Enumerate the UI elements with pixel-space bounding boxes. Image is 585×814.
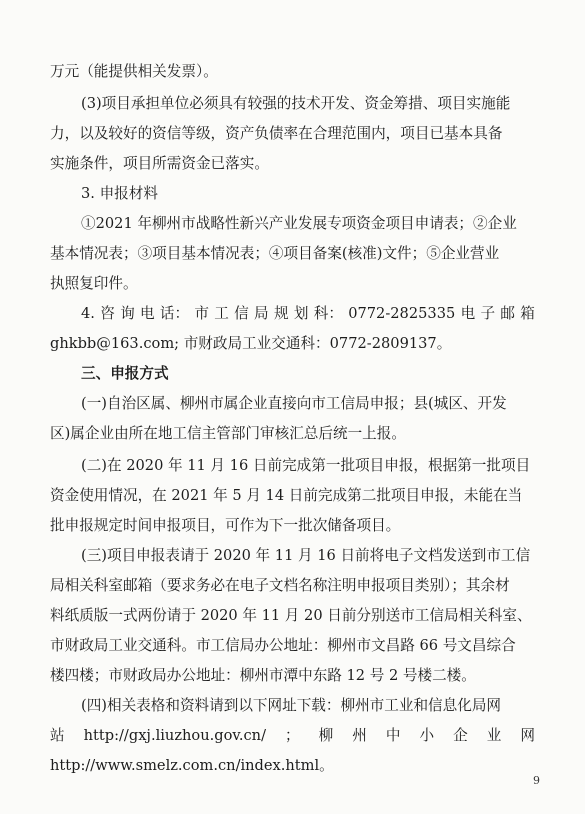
text-segment: 咨: [100, 305, 115, 322]
text-line: (一)自治区属、柳州市属企业直接向市工信局申报；县(城区、开发: [81, 395, 507, 412]
text-segment: 市: [194, 305, 209, 322]
text-line: (四)相关表格和资料请到以下网址下载：柳州市工业和信息化局网: [81, 697, 502, 714]
text-line: 市财政局工业交通科。市工信局办公地址：柳州市文昌路 66 号文昌综合: [50, 637, 516, 654]
section-heading: 三、申报方式: [81, 365, 169, 382]
text-line: 资金使用情况，在 2021 年 5 月 14 日前完成第二批项目申报，未能在当: [50, 487, 523, 504]
text-line: 料纸质版一式两份请于 2020 年 11 月 20 日前分别送市工信局相关科室、: [50, 607, 532, 624]
phone-number: 0772-2825335: [348, 305, 456, 322]
text-segment: 柳: [318, 727, 334, 744]
download-url-line: [50, 726, 535, 746]
text-line: (三)项目申报表请于 2020 年 11 月 16 日前将电子文档发送到市工信: [81, 547, 531, 564]
text-segment: 小: [419, 727, 435, 744]
page-number: 9: [533, 774, 540, 787]
text-segment: 局: [254, 305, 269, 322]
text-segment: 电: [460, 305, 476, 322]
text-line: ①2021 年柳州市战略性新兴产业发展专项资金项目申请表；②企业: [81, 215, 517, 232]
text-line: 楼四楼；市财政局办公地址：柳州市潭中东路 12 号 2 号楼二楼。: [50, 667, 476, 684]
text-segment: 划: [293, 305, 309, 322]
text-segment: 规: [273, 305, 289, 322]
url-line: http://www.smelz.com.cn/index.html。: [50, 757, 334, 774]
text-segment: 询: [120, 305, 135, 322]
text-segment: 箱: [520, 305, 535, 322]
text-line: 万元（能提供相关发票）。: [50, 63, 218, 80]
text-line: 实施条件，项目所需资金已落实。: [50, 155, 269, 172]
text-segment: 4.: [81, 305, 95, 322]
text-segment: 电: [140, 305, 155, 322]
text-segment: 话：: [159, 305, 190, 322]
text-segment: 科：: [313, 305, 343, 322]
text-segment: 信: [234, 305, 249, 322]
text-line: ghkbb@163.com; 市财政局工业交通科：0772-2809137。: [50, 335, 452, 352]
text-line: 区)属企业由所在地工信主管部门审核汇总后统一上报。: [50, 425, 406, 442]
text-line: 力，以及较好的资信等级，资产负债率在合理范围内，项目已基本具备: [50, 125, 503, 142]
text-segment: 企: [453, 727, 468, 744]
text-segment: 工: [214, 305, 229, 322]
text-line: 执照复印件。: [50, 275, 138, 292]
text-segment: 网: [520, 727, 535, 744]
text-segment: 州: [352, 727, 367, 744]
text-segment: ；: [285, 727, 300, 744]
text-line: (3)项目承担单位必须具有较强的技术开发、资金筹措、项目实施能: [81, 95, 511, 112]
text-segment: 站: [50, 727, 65, 744]
text-line: (二)在 2020 年 11 月 16 日前完成第一批项目申报，根据第一批项目: [81, 457, 531, 474]
text-line: 局相关科室邮箱（要求务必在电子文档名称注明申报项目类别）；其余材: [50, 577, 510, 594]
text-segment: 业: [486, 727, 502, 744]
text-segment: 中: [385, 727, 401, 744]
text-segment: 邮: [500, 305, 515, 322]
text-line: 批申报规定时间申报项目，可作为下一批次储备项目。: [50, 517, 401, 534]
contact-phone-line: [81, 304, 535, 324]
text-segment: 子: [480, 305, 496, 322]
section-subheading: 3. 申报材料: [81, 185, 158, 202]
text-line: 基本情况表；③项目基本情况表；④项目备案(核准)文件；⑤企业营业: [50, 245, 500, 262]
url-link: http://gxj.liuzhou.gov.cn/: [83, 727, 266, 744]
